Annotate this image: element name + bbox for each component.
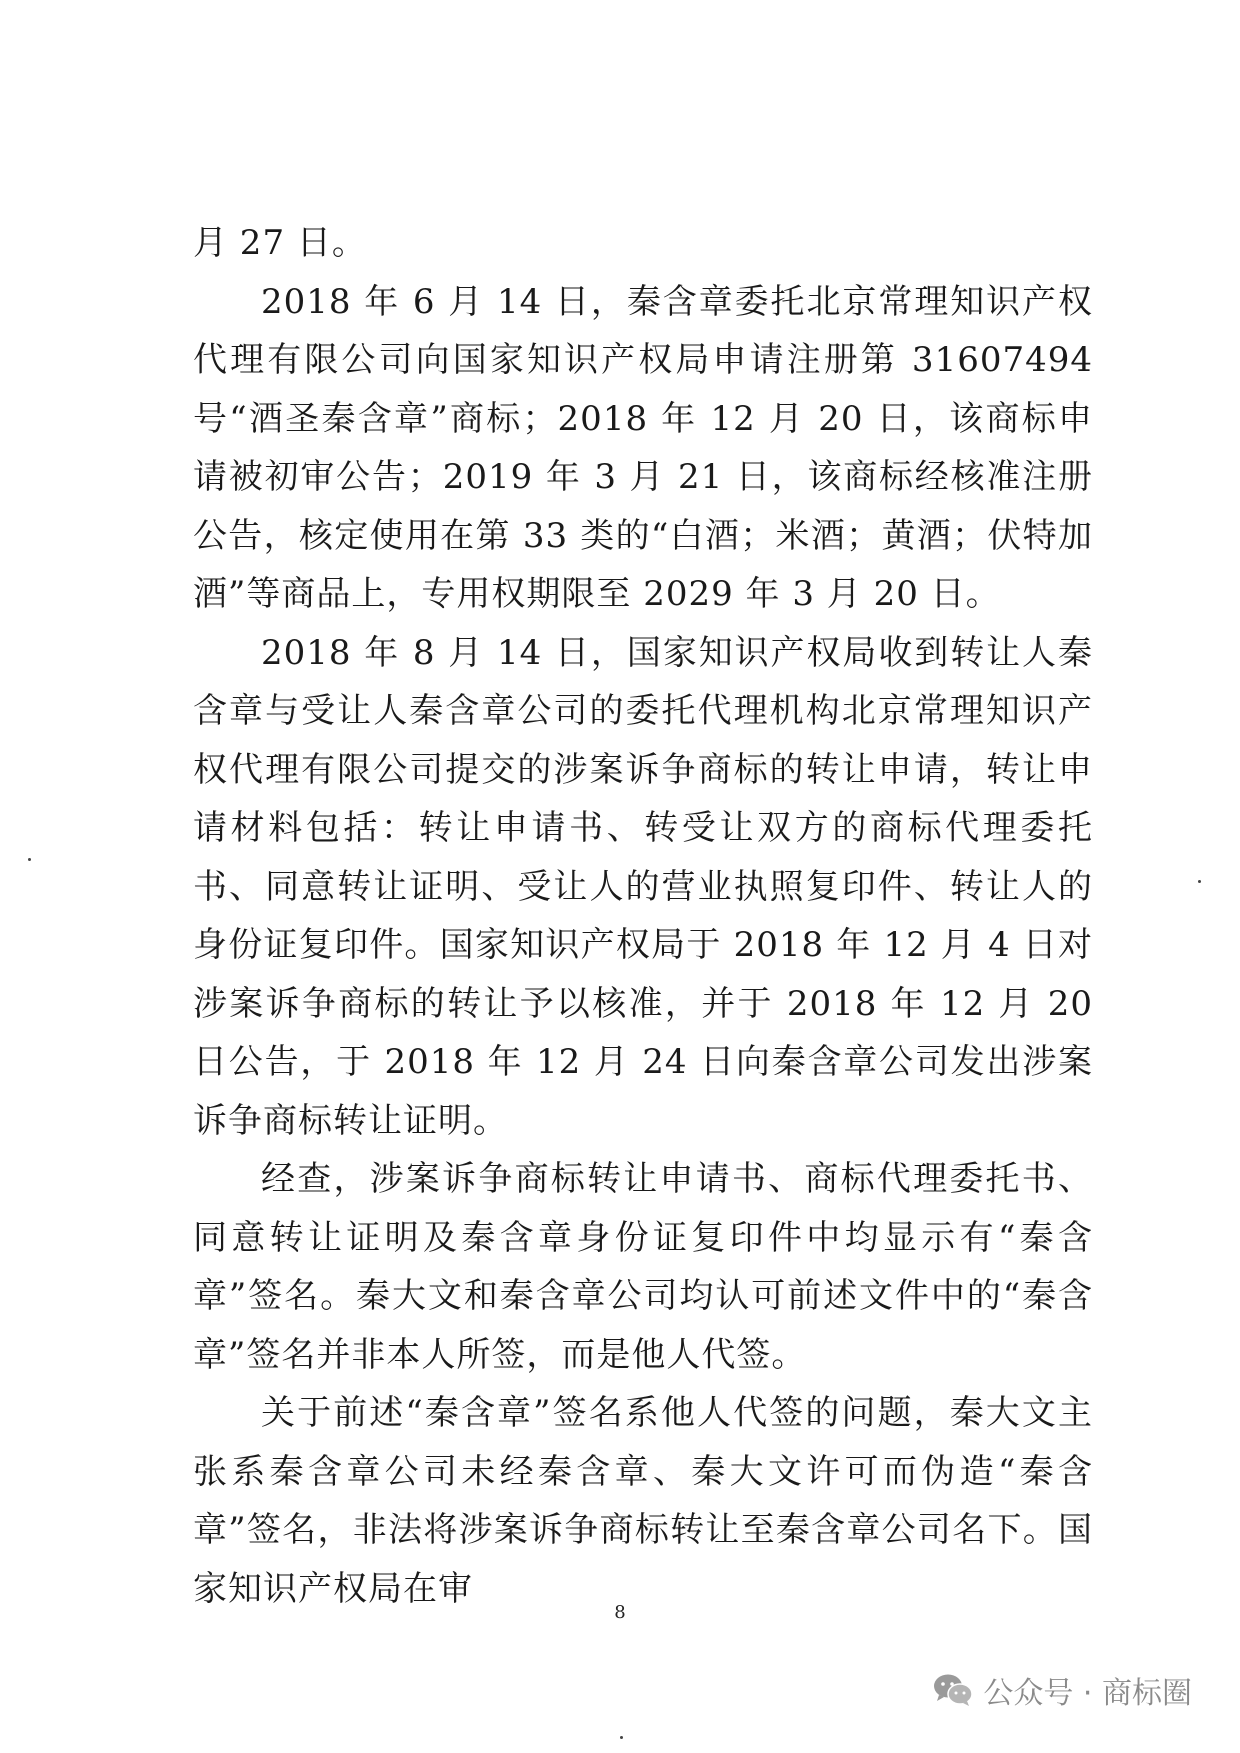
wechat-icon — [933, 1673, 973, 1707]
page-number: 8 — [614, 1602, 626, 1623]
paragraph-forgery-claim: 关于前述“秦含章”签名系他人代签的问题，秦大文主张系秦含章公司未经秦含章、秦大文许可而伪造“秦含章”签名，非法将涉案诉争商标转让至秦含章公司名下。国家知识产权局在审 — [193, 1393, 1093, 1609]
scan-speck — [620, 1736, 623, 1739]
paragraph-signature-finding: 经查，涉案诉争商标转让申请书、商标代理委托书、同意转让证明及秦含章身份证复印件中均显示有“秦含章”签名。秦大文和秦含章公司均认可前述文件中的“秦含章”签名并非本人所签，而是他人代签。 — [193, 1159, 1093, 1375]
paragraph-continued: 月 27 日。 — [193, 223, 367, 263]
watermark — [933, 1668, 1192, 1712]
paragraph-transfer-application: 2018 年 8 月 14 日，国家知识产权局收到转让人秦含章与受让人秦含章公司的委托代理机构北京常理知识产权代理有限公司提交的涉案诉争商标的转让申请，转让申请材料包括：转让申请书、转受让双方的商标代理委托书、同意转让证明、受让人的营业执照复印件、转让人的身份证复印件。国家知识产权局于 2018 年 12 月 4 日对涉案诉争商标的转让予以核准，并于 2018 年 12 月 20 日公告，于 2018 年 12 月 24 日向秦含章公司发出涉案诉争商标转让证明。 — [193, 632, 1093, 1141]
document-body — [193, 214, 1093, 1618]
scan-speck — [28, 858, 31, 861]
watermark-text: 公众号 · 商标圈 — [983, 1676, 1192, 1711]
paragraph-trademark-registration: 2018 年 6 月 14 日，秦含章委托北京常理知识产权代理有限公司向国家知识产权局申请注册第 31607494 号“酒圣秦含章”商标；2018 年 12 月 20 日，该商标申请被初审公告；2019 年 3 月 21 日，该商标经核准注册公告，核定使用在第 33 类的“白酒；米酒；黄酒；伏特加酒”等商品上，专用权期限至 2029 年 3 月 20 日。 — [193, 281, 1093, 614]
scan-speck — [1198, 880, 1201, 883]
